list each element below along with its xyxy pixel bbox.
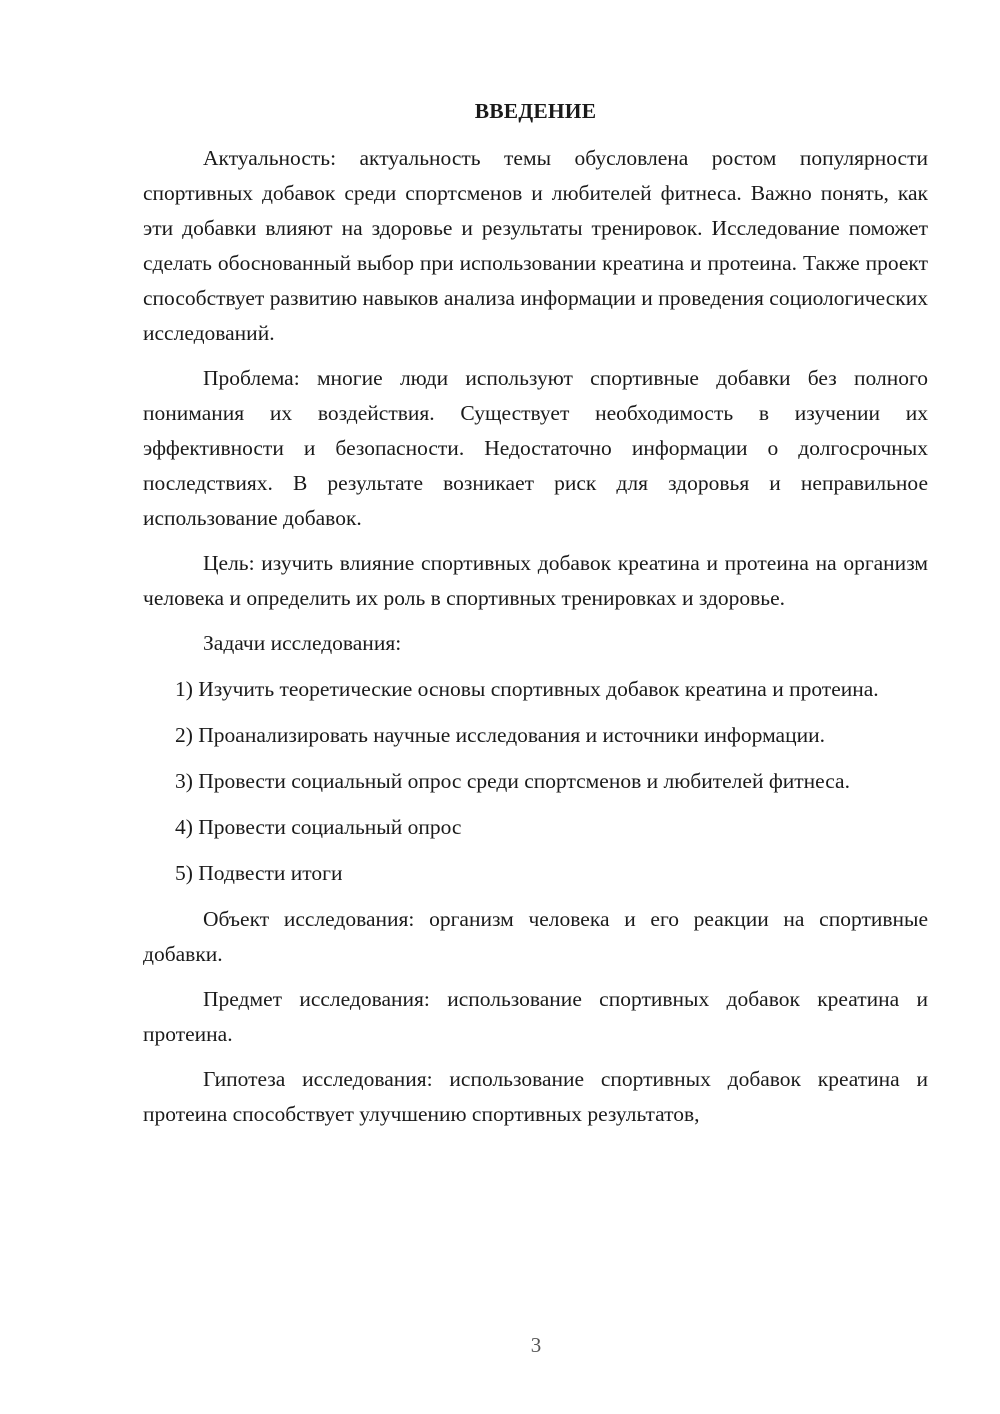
paragraph-subject: Предмет исследования: использование спортивных добавок креатина и протеина. [143, 987, 928, 1046]
paragraph-problem: Проблема: многие люди используют спортивные добавки без полного понимания их воздействия. Существует необходимость в изучении их эффективности и безопасности. Недостаточно информации о долгосрочных последствиях. В результате возникает риск для здоровья и неправильное использование добавок. [143, 366, 928, 530]
section-title: ВВЕДЕНИЕ [474, 99, 597, 123]
paragraph-goal: Цель: изучить влияние спортивных добавок креатина и протеина на организм человека и определить их роль в спортивных тренировках и здоровье. [143, 551, 928, 610]
tasks-heading: Задачи исследования: [203, 631, 402, 655]
paragraph-object: Объект исследования: организм человека и его реакции на спортивные добавки. [143, 907, 928, 966]
task-item-4: 4) Провести социальный опрос [175, 815, 462, 839]
paragraph-hypothesis: Гипотеза исследования: использование спортивных добавок креатина и протеина способствует улучшению спортивных результатов, [143, 1067, 928, 1126]
paragraph-relevance: Актуальность: актуальность темы обусловлена ростом популярности спортивных добавок среди спортсменов и любителей фитнеса. Важно понять, как эти добавки влияют на здоровье и результаты тренировок. Исследование поможет сделать обоснованный выбор при использовании креатина и протеина. Также проект способствует развитию навыков анализа информации и проведения социологических исследований. [143, 146, 928, 345]
task-item-1: 1) Изучить теоретические основы спортивных добавок креатина и протеина. [175, 677, 879, 701]
document-page [143, 96, 928, 1142]
page-number: 3 [530, 1333, 542, 1357]
task-item-3: 3) Провести социальный опрос среди спортсменов и любителей фитнеса. [175, 769, 850, 793]
task-item-5: 5) Подвести итоги [175, 861, 343, 885]
task-item-2: 2) Проанализировать научные исследования и источники информации. [175, 723, 825, 747]
